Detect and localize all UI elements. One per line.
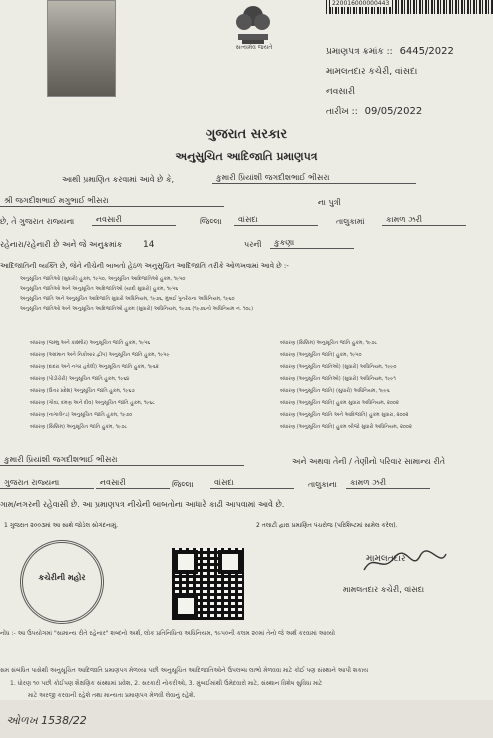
government-title: ગુજરાત સરકાર (205, 127, 288, 142)
serial-suffix: પરની (244, 240, 262, 249)
serial-number: 14 (143, 240, 155, 250)
order-line-1: અનુસૂચિત જાતિઓ (સુધારો) હુકમ, ૧૯૫૦, અનુસૂચિત આદિજાતિઓ હુકમ, ૧૯૫૦ (20, 276, 186, 282)
taluka2-value: વાંસદા (210, 478, 294, 489)
office-name: મામલતદાર કચેરી, વાંસદા (326, 67, 418, 77)
line3-prefix: છે, તે ગુજરાત રાજ્યના (0, 217, 75, 226)
left-list-item: બંધારણ (પોંડીચેરી) અનુસૂચિત જાતિ હુકમ, ૧૯૬૪ (30, 376, 130, 382)
left-list-item: બંધારણ (ગોવા, દમણ અને દીવ) અનુસૂચિત જાતિ હુકમ, ૧૯૬૮ (30, 400, 155, 406)
signatory-office: મામલતદાર કચેરી, વાંસદા (343, 585, 425, 594)
order-line-2: અનુસૂચિત જાતિઓ અને અનુસૂચિત આદિજાતિઓ (યાદી સુધારો) હુકમ, ૧૯૫૬ (20, 286, 179, 292)
district-label: જિલ્લા (200, 217, 222, 226)
taluka-value: વાંસદા (234, 215, 318, 226)
right-list-item: બંધારણ (અનુસૂચિત જાતિઓ) (સુધારો) અધિનિયમ, ૧૯૯૦ (280, 364, 397, 370)
village-value: કામળ ઝરી (382, 215, 466, 226)
signatory-title: મામલતદાર (366, 554, 406, 564)
emblem-caption: સત્યમેવ જયતે (235, 44, 273, 51)
line4-prefix: રહેનારા/રહેનારી છે અને જે અનુક્રમાંક (0, 240, 123, 249)
right-list-item: બંધારણ (અનુસૂચિત જાતિ) હુકમ, ૧૯૫૦ (280, 352, 362, 358)
district-value: નવસારી (92, 215, 176, 226)
village2-value: કામળ ઝરી (346, 478, 430, 489)
note-4: માટે અરજી કરવાની રહેશે તથા માન્યતા પ્રમાણપત્ર મેળવી લેવાનું રહેશે. (28, 692, 196, 699)
relation-text: ના પુત્રી (318, 198, 341, 207)
document-title: અનુસુચિત આદિજાતિ પ્રમાણપત્ર (175, 150, 318, 163)
resident-name: કુમારી પ્રિયાંશી જગદીશભાઈ ભીસરા (0, 455, 244, 466)
qr-finder (174, 594, 198, 618)
applicant-photo (47, 0, 116, 97)
line5-text: આદિજાતિની વ્યક્તિ છે, જેને નીચેની બાબતો હેઠળ અનુસુચિત આદિજાતિ તરીકે ઓળખવામાં આવે છે :- (0, 262, 289, 270)
basis-2: 2 તલાટી દ્વારા પ્રમાણિત પંચરોજ (પરિશિષ્ટમાં સામેલ કરેલ). (256, 522, 398, 529)
line1-prefix: આથી પ્રમાણિત કરવામાં આવે છે કે, (62, 175, 175, 184)
right-list-item: બંધારણ (સિક્કિમ) અનુસૂચિત જાતિ હુકમ, ૧૯૭૮ (280, 340, 378, 346)
note-2: સમ સંબંધિત પાસેથી અનુસૂચિત આદિજાતિ પ્રમાણપત્ર મેળવ્યા પછી અનુસૂચિત આદિજાતિઓને ઉપલબ્ધ લાભો મેળવવા માટે કોઈ પણ સંસ્થાને આપી શકાય (0, 667, 369, 674)
closing-text: ગામ/નગરની રહેવાસી છે. આ પ્રમાણપત્ર નીચેની બાબતોના આધારે કાઢી આપવામાં આવે છે. (0, 500, 285, 509)
left-list-item: બંધારણ (સિક્કિમ) અનુસૂચિત જાતિ હુકમ, ૧૯૭૮ (30, 424, 128, 430)
office-seal-label: કચેરીની મહોર (38, 573, 86, 582)
order-line-3: અનુસૂચિત જાતિ અને અનુસૂચિત આદિજાતિ સુધારો અધિનિયમ, ૧૯૭૬, મુંબઈ પુનર્રચના અધિનિયમ, ૧૯૬૦ (20, 296, 235, 302)
cert-number: 6445/2022 (399, 46, 454, 57)
father-name: શ્રી જગદીશભાઈ મગુભાઈ ભીસરા (0, 196, 224, 207)
taluka2-label: તાલુકાના (308, 480, 337, 489)
district2-label: જિલ્લા (172, 480, 194, 489)
basis-1: 1 ગુજરાત ૨૦૦૩માં આ સાથે જોડેલ સોગંદનામું. (4, 522, 119, 529)
state-value: ગુજરાત રાજ્યના (0, 478, 94, 489)
cert-number-label: પ્રમાણપત્ર ક્રમાંક :: (326, 47, 393, 57)
place-name: નવસારી (326, 87, 356, 97)
right-list-item: બંધારણ (અનુસૂચિત જાતિઓ) (સુધારો) અધિનિયમ, ૧૯૯૧ (280, 376, 396, 382)
right-list-item: બંધારણ (અનુસૂચિત જાતિ) હુકમ સુધારા અધિનિયમ, ૨૦૦૨ (280, 400, 399, 406)
date-label: તારીખ :: (326, 107, 358, 117)
taluka-label: તાલુકામાં (336, 217, 365, 226)
cert-number-row (326, 46, 454, 57)
left-list-item: બંધારણ (ઉત્તર પ્રદેશ) અનુસૂચિત જાતિ હુકમ, ૧૯૬૭ (30, 388, 135, 394)
left-list-item: બંધારણ (દાદરા અને નગર હવેલી) અનુસૂચિત જાતિ હુકમ, ૧૯૬૨ (30, 364, 159, 370)
qr-finder (218, 550, 242, 574)
barcode-number: 220016000000443 (332, 0, 390, 7)
date-row (326, 106, 422, 117)
tribe-name: કુકણા (270, 238, 354, 249)
resident-suffix: અને અથવા તેની / તેણીનો પરિવાર સામાન્ય રીતે (292, 457, 446, 466)
issue-date: 09/05/2022 (364, 106, 423, 117)
left-list-item: બંધારણ (અંદમાન અને નિકોબાર દ્વીપ) અનુસૂચિત જાતિ હુકમ, ૧૯૫૯ (30, 352, 170, 358)
left-list-item: બંધારણ (નાગાલેન્ડ) અનુસૂચિત જાતિ હુકમ, ૧૯૭૦ (30, 412, 133, 418)
note-3: 1. ધોરણ ૧૦ પછી કોઈપણ શૈક્ષણિક સંસ્થામાં પ્રવેશ, 2. સરકારી નોકરીઓ, 3. મુંબઈમાંથી ઉમેદવારો માટે, સંસ્થાન વિશેષ સુવિધા માટે (10, 680, 323, 687)
national-emblem-icon (232, 0, 274, 50)
candidate-name: કુમારી પ્રિયાંશી જગદીશભાઈ ભીસરા (212, 173, 416, 184)
note-1: નોંધ :- આ ઉપયોગમાં "સામાન્ય રીતે રહેનાર" શબ્દનો અર્થ, લોક પ્રતિનિધિત્વ અધિનિયમ, ૧૯૫૦ની કલમ ૨૦માં તેનો જે અર્થ કરવામાં આવ્યો (0, 630, 336, 637)
right-list-item: બંધારણ (અનુસૂચિત જાતિ અને આદિજાતિ) હુકમ સુધારા, ૨૦૦૨ (280, 412, 409, 418)
handwritten-ref: ઓળખ 1538/22 (6, 714, 87, 727)
right-list-item: બંધારણ (અનુસૂચિત જાતિ) હુકમ બીજો સુધારો અધિનિયમ, ૨૦૦૨ (280, 424, 412, 430)
right-list-item: બંધારણ (અનુસૂચિત જાતિ) (સુધારો) અધિનિયમ, ૧૯૯૬ (280, 388, 390, 394)
district2-value: નવસારી (96, 478, 170, 489)
order-line-4: અનુસૂચિત જાતિઓ અને અનુસૂચિત આદિજાતિઓ હુકમ (સુધારો) અધિનિયમ, ૧૯૭૬ (૧૯૭૬નો અધિનિયમ નં. ૧૦૮) (20, 306, 254, 312)
qr-finder (174, 550, 198, 574)
left-list-item: બંધારણ (જમ્મુ અને કાશ્મીર) અનુસૂચિત જાતિ હુકમ, ૧૯૫૬ (30, 340, 151, 346)
qr-code (172, 548, 244, 620)
